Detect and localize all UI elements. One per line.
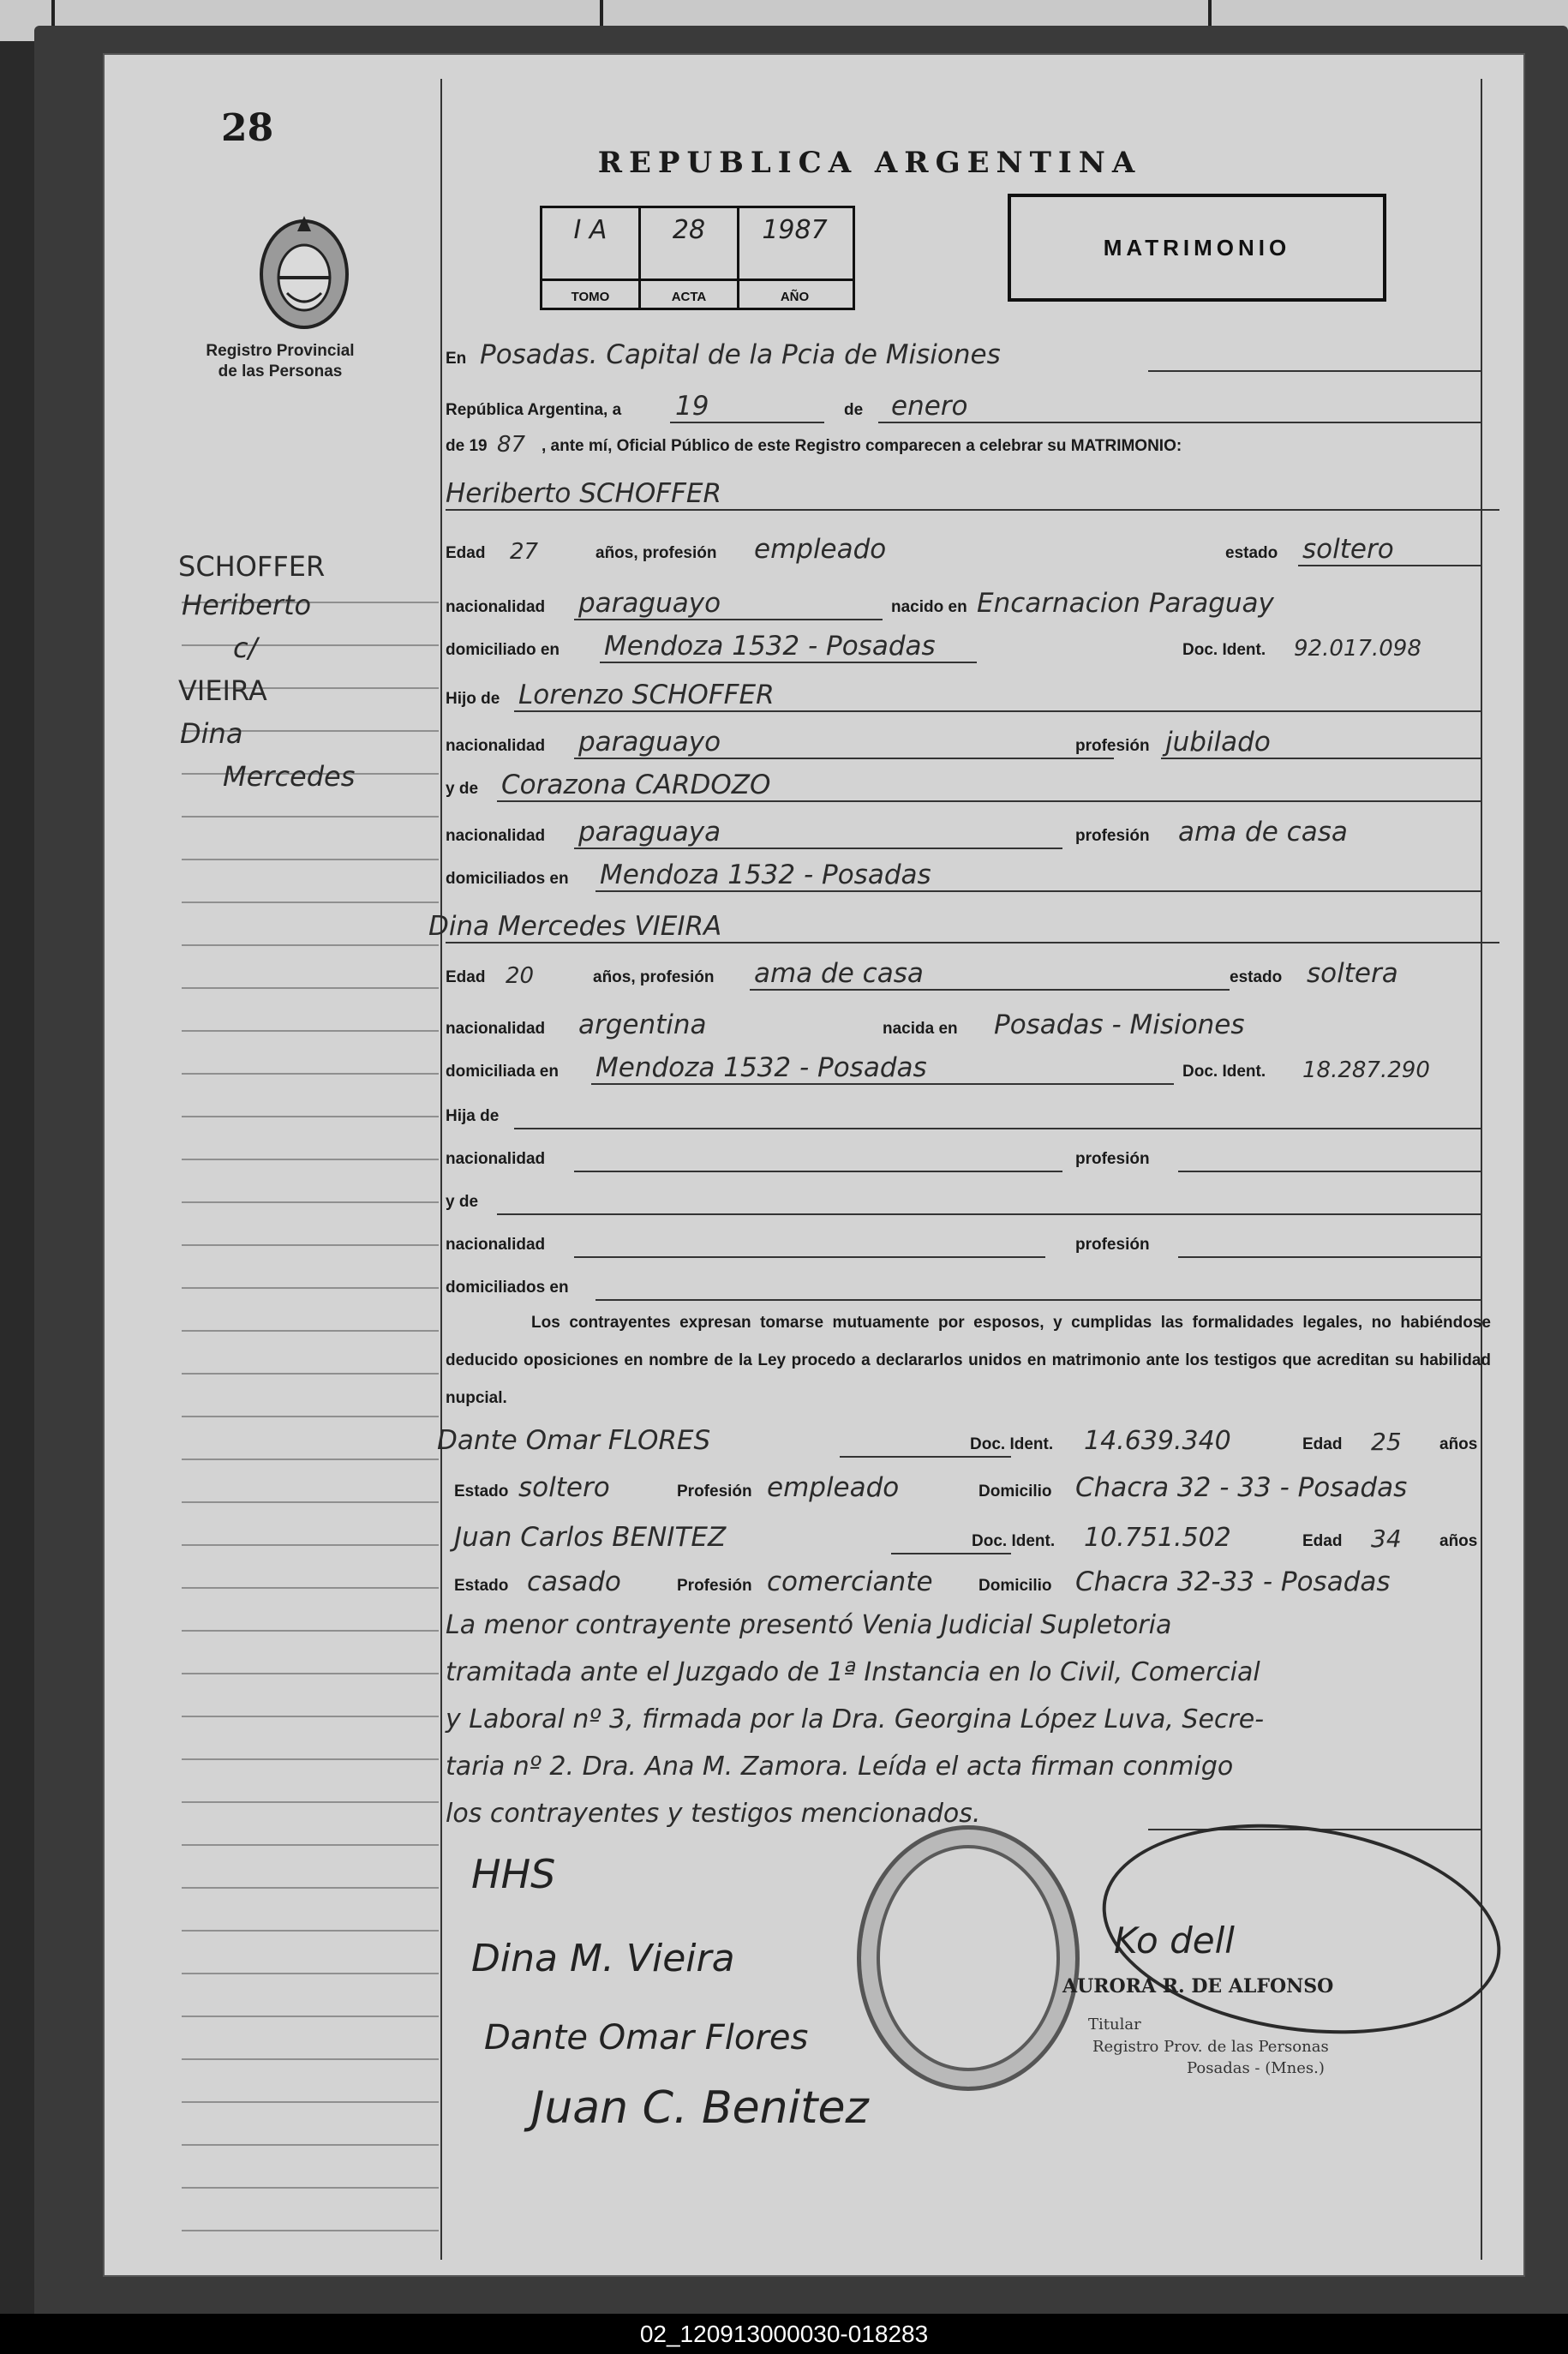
groom-nacido: Encarnacion Paraguay [977, 588, 1274, 619]
margin-divider [440, 79, 442, 2260]
bride-doc-label: Doc. Ident. [1182, 1063, 1266, 1081]
witness1-profesion-label: Profesión [677, 1482, 752, 1500]
witness1-estado: soltero [518, 1472, 610, 1503]
bride-madre-profesion-label: profesión [1075, 1236, 1150, 1254]
margin-bride-middle: Mercedes [223, 760, 356, 793]
margin-groom-surname: SCHOFFER [178, 550, 326, 583]
note-line-5: los contrayentes y testigos mencionados. [446, 1799, 981, 1829]
witness2-domicilio: Chacra 32-33 - Posadas [1075, 1566, 1391, 1597]
groom-doc: 92.017.098 [1294, 636, 1421, 662]
witness1-signature: Dante Omar Flores [484, 2018, 809, 2058]
note-line-2: tramitada ante el Juzgado de 1ª Instancia en lo Civil, Comercial [446, 1657, 1260, 1687]
margin-bride-surname: VIEIRA [178, 674, 267, 707]
bride-estado: soltera [1307, 958, 1398, 989]
official-registry: Registro Prov. de las Personas [1092, 2038, 1329, 2056]
witness2-estado-label: Estado [454, 1577, 509, 1595]
act-type-box: MATRIMONIO [1008, 194, 1386, 302]
bride-madre-label: y de [446, 1193, 479, 1211]
anio-cell [739, 208, 850, 308]
acta-value: 28 [672, 215, 706, 245]
witness1-anios-label: años [1439, 1435, 1478, 1453]
bride-hija-label: Hija de [446, 1107, 500, 1125]
margin-bride-name: Dina [180, 717, 243, 750]
official-city: Posadas - (Mnes.) [1187, 2059, 1325, 2077]
groom-profesion: empleado [754, 534, 887, 565]
republic-label: República Argentina, a [446, 401, 622, 419]
witness1-edad-label: Edad [1302, 1435, 1343, 1453]
groom-domicilio-label: domiciliado en [446, 641, 560, 659]
witness2-edad-label: Edad [1302, 1532, 1343, 1550]
witness1-doc: 14.639.340 [1084, 1426, 1231, 1456]
bride-estado-label: estado [1230, 968, 1283, 986]
year-prefix: de 19 [446, 437, 488, 455]
registry-line1: Registro Provincial [206, 342, 355, 360]
registry-line2: de las Personas [218, 362, 343, 380]
place-value: Posadas. Capital de la Pcia de Misiones [480, 339, 1001, 370]
padre-profesion-label: profesión [1075, 737, 1150, 755]
groom-nacido-label: nacido en [891, 598, 967, 616]
groom-padre: Lorenzo SCHOFFER [518, 680, 775, 710]
note-line-4: taria nº 2. Dra. Ana M. Zamora. Leída el acta firman conmigo [446, 1752, 1234, 1782]
groom-madre: Corazona CARDOZO [501, 770, 771, 800]
groom-nacionalidad-label: nacionalidad [446, 598, 546, 616]
witness1-edad: 25 [1371, 1428, 1402, 1456]
bride-domicilio-label: domiciliada en [446, 1063, 559, 1081]
groom-edad-label: Edad [446, 544, 486, 562]
bride-padre-profesion-label: profesión [1075, 1150, 1150, 1168]
day-value: 19 [675, 391, 709, 422]
bride-nacida-label: nacida en [883, 1020, 958, 1038]
witness1-profesion: empleado [767, 1472, 900, 1503]
anio-label: AÑO [780, 290, 810, 304]
groom-profesion-label: años, profesión [595, 544, 717, 562]
acta-label: ACTA [671, 290, 707, 304]
tomo-cell [542, 208, 641, 308]
groom-estado-label: estado [1225, 544, 1278, 562]
note-line-1: La menor contrayente presentó Venia Judicial Supletoria [446, 1610, 1172, 1640]
bride-domicilio: Mendoza 1532 - Posadas [595, 1052, 927, 1083]
note-line-3: y Laboral nº 3, firmada por la Dra. Georgina López Luva, Secre- [446, 1704, 1265, 1734]
witness2-edad: 34 [1371, 1524, 1402, 1553]
acta-cell [641, 208, 739, 308]
witness2-signature: Juan C. Benitez [531, 2082, 869, 2134]
groom-signature: HHS [471, 1851, 556, 1897]
official-title: Titular [1088, 2016, 1141, 2034]
groom-estado: soltero [1302, 534, 1394, 565]
madre-label: y de [446, 780, 479, 798]
groom-domicilio: Mendoza 1532 - Posadas [604, 631, 936, 662]
witness1-estado-label: Estado [454, 1482, 509, 1500]
en-label: En [446, 350, 467, 368]
page-number: 28 [221, 106, 274, 150]
witness1-name: Dante Omar FLORES [437, 1425, 711, 1456]
bride-signature: Dina M. Vieira [471, 1937, 735, 1980]
groom-hijo-label: Hijo de [446, 690, 500, 708]
bride-madre-nacionalidad-label: nacionalidad [446, 1236, 546, 1254]
groom-nacionalidad: paraguayo [578, 588, 721, 619]
bride-nacionalidad-label: nacionalidad [446, 1020, 546, 1038]
de-label: de [844, 401, 864, 419]
declaration-text: Los contrayentes expresan tomarse mutuamente por esposos, y cumplidas las formalidades legales, no habiéndose deducido oposiciones en nombre de la Ley procedo a declararlos unidos en matrimonio ante los testigos que acreditan su habilidad nupcial. [446, 1314, 1491, 1407]
margin-connector: c/ [233, 632, 258, 664]
madre-nacionalidad-label: nacionalidad [446, 827, 546, 845]
bride-edad-label: Edad [446, 968, 486, 986]
bride-nacionalidad: argentina [578, 1009, 707, 1040]
registry-seal [857, 1825, 1080, 2091]
year-value: 87 [497, 432, 526, 458]
padres-domicilio: Mendoza 1532 - Posadas [600, 860, 931, 890]
witness1-domicilio-label: Domicilio [979, 1482, 1052, 1500]
bride-nacida: Posadas - Misiones [994, 1009, 1245, 1040]
witness1-domicilio: Chacra 32 - 33 - Posadas [1075, 1472, 1408, 1503]
tomo-value: I A [573, 215, 607, 245]
madre-profesion-label: profesión [1075, 827, 1150, 845]
witness2-profesion-label: Profesión [677, 1577, 752, 1595]
bride-profesion-label: años, profesión [593, 968, 715, 986]
witness2-estado: casado [527, 1566, 621, 1597]
witness2-doc-label: Doc. Ident. [972, 1532, 1056, 1550]
witness2-name: Juan Carlos BENITEZ [454, 1522, 727, 1553]
groom-doc-label: Doc. Ident. [1182, 641, 1266, 659]
scan-id-footer: 02_120913000030-018283 [0, 2314, 1568, 2354]
statement-text: , ante mí, Oficial Público de este Registro comparecen a celebrar su MATRIMONIO: [542, 437, 1182, 455]
acta-box [540, 206, 855, 310]
margin-groom-name: Heriberto [182, 589, 312, 621]
official-signature: Ko dell [1114, 1920, 1235, 1962]
bride-padres-domicilio-label: domiciliados en [446, 1279, 569, 1297]
groom-name: Heriberto SCHOFFER [446, 478, 722, 509]
groom-edad: 27 [510, 539, 539, 565]
month-value: enero [891, 391, 968, 422]
padre-nacionalidad-label: nacionalidad [446, 737, 546, 755]
padre-nacionalidad: paraguayo [578, 727, 721, 758]
registry-label [182, 341, 379, 382]
madre-nacionalidad: paraguaya [578, 817, 721, 848]
padre-profesion: jubilado [1165, 727, 1271, 758]
tomo-label: TOMO [571, 290, 610, 304]
witness2-domicilio-label: Domicilio [979, 1577, 1052, 1595]
bride-name: Dina Mercedes VIEIRA [428, 911, 722, 942]
witness2-anios-label: años [1439, 1532, 1478, 1550]
bride-profesion: ama de casa [754, 958, 924, 989]
official-name: AURORA R. DE ALFONSO [1062, 1975, 1334, 1998]
witness2-doc: 10.751.502 [1084, 1523, 1231, 1553]
anio-value: 1987 [762, 215, 828, 245]
padres-domicilio-label: domiciliados en [446, 870, 569, 888]
country-title: REPUBLICA ARGENTINA [597, 146, 1142, 180]
witness2-profesion: comerciante [767, 1566, 933, 1597]
coat-of-arms-icon [253, 207, 356, 336]
madre-profesion: ama de casa [1178, 817, 1348, 848]
witness1-doc-label: Doc. Ident. [970, 1435, 1054, 1453]
bride-edad: 20 [506, 963, 535, 989]
bride-padre-nacionalidad-label: nacionalidad [446, 1150, 546, 1168]
bride-doc: 18.287.290 [1302, 1057, 1430, 1083]
